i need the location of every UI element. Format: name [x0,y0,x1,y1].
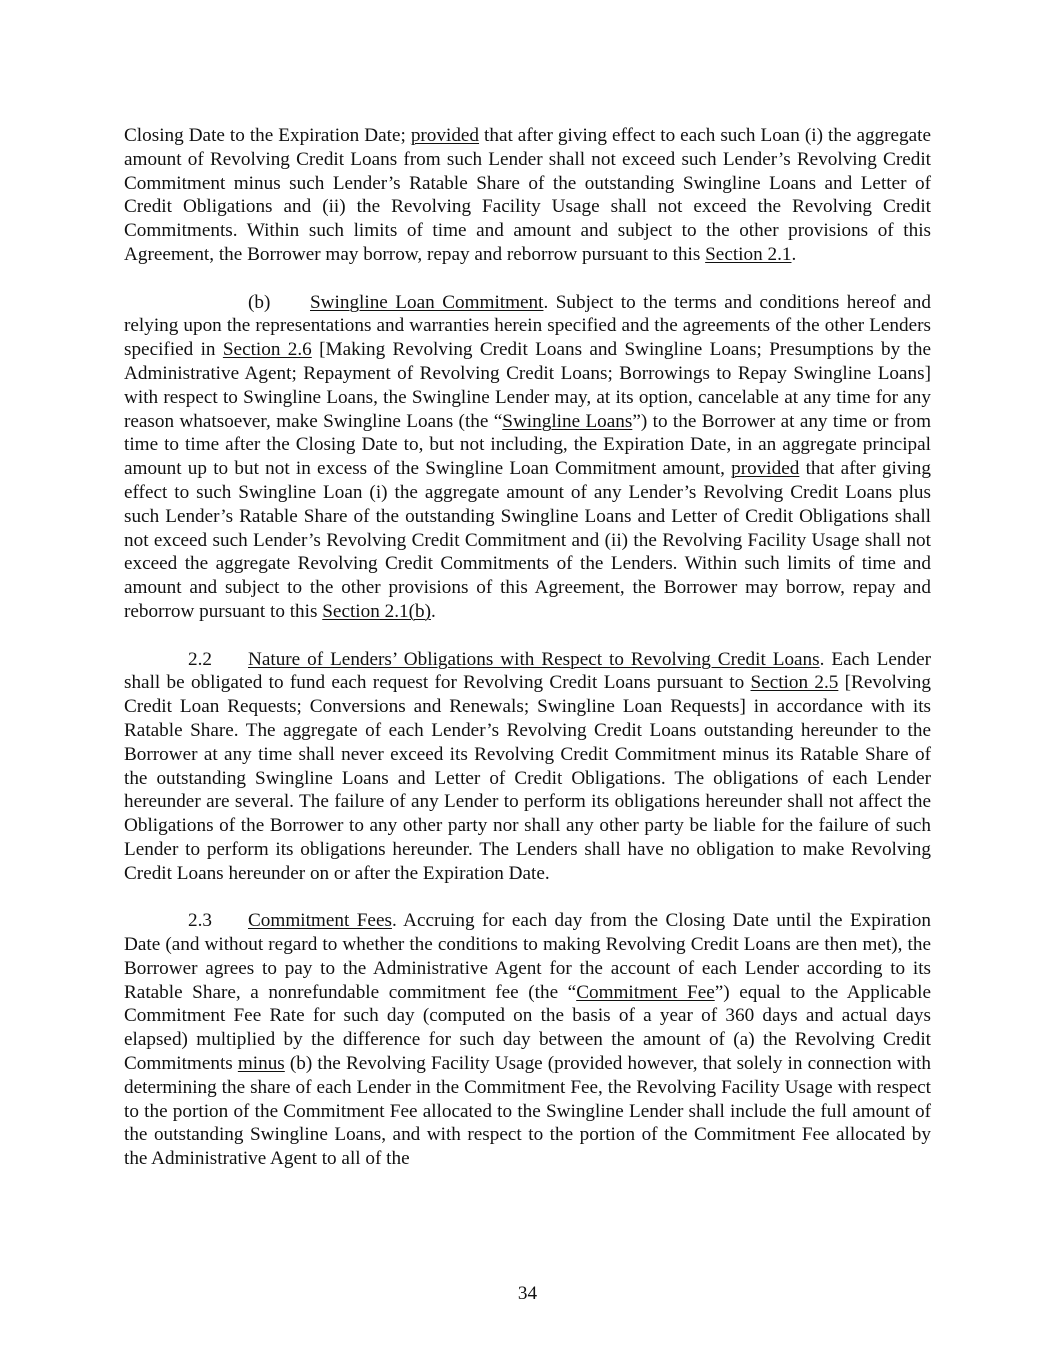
section-heading: Nature of Lenders’ Obligations with Respect to Revolving Credit Loans [248,648,820,670]
text-run: (b) the Revolving Facility Usage (provided however, that solely in connection with determining the share of each Lender in the Commitment Fee, the Revolving Facility Usage with respect to the portion of the Commitment Fee allocated to the Swingline Lender shall include the full amount of the outstanding Swingline Loans, and with respect to the portion of the Commitment Fee allocated by the Administrative Agent to all of the [124,1053,931,1170]
section-number: 2.2 [188,648,212,670]
subsection-label: (b) [248,291,271,313]
text-run: . [791,243,797,265]
paragraph-continuation [124,124,931,267]
text-run: Closing Date to the Expiration Date; [124,125,411,146]
section-reference: Section 2.6 [222,339,312,361]
defined-term: Commitment Fee [576,981,715,1003]
text-run: . [430,600,436,622]
text-run: [Revolving Credit Loan Requests; Conversions and Renewals; Swingline Loan Requests] in accordance with its Ratable Share. The aggregate of each Lender’s Revolving Credit Loans outstanding hereunder to the Borrower at any time shall never exceed its Revolving Credit Commitment minus its Ratable Share of the outstanding Swingline Loans and Letter of Credit Obligations. The obligations of each Lender hereunder are several. The failure of any Lender to perform its obligations hereunder shall not affect the Obligations of the Borrower to any other party nor shall any other party be liable for the failure of such Lender to perform its obligations hereunder. The Lenders shall have no obligation to make Revolving Credit Loans hereunder on or after the Expiration Date. [124,672,931,884]
document-body [124,124,931,1195]
text-run: ”) equal to the Applicable Commitment Fee Rate for such day (computed on the basis of a year of 360 days and actual days elapsed) multiplied by the difference for such day between the amount of (a) the Revolving Credit Commitments [124,981,931,1075]
paragraph-section-2-2 [124,648,931,886]
paragraph-section-2-1-b [124,291,931,624]
defined-term: Swingline Loans [502,410,633,432]
section-reference: Section 2.1 [705,243,792,265]
section-heading: Commitment Fees [248,910,392,932]
text-run: ”) to the Borrower at any time or from time to time after the Closing Date to, but not including, the Expiration Date, in an aggregate principal amount up to but not in excess of the Swingline Loan Commitment amount, [124,410,932,480]
page-number: 34 [517,1283,538,1304]
section-reference: Section 2.1(b) [322,600,431,622]
text-run: that after giving effect to such Swingline Loan (i) the aggregate amount of any Lender’s Revolving Credit Loans plus such Lender’s Ratable Share of the outstanding Swingline Loans and Letter of Credit Obligations shall not exceed such Lender’s Revolving Credit Commitment and (ii) the Revolving Facility Usage shall not exceed the aggregate Revolving Credit Commitments of the Lenders. Within such limits of time and amount and subject to the other provisions of this Agreement, the Borrower may borrow, repay and reborrow pursuant to this [124,458,931,622]
text-run: . Accruing for each day from the Closing Date until the Expiration Date (and without regard to whether the conditions to making Revolving Credit Loans are then met), the Borrower agrees to pay to the Administrative Agent for the account of each Lender according to its Ratable Share, a nonrefundable commitment fee (the “ [124,910,931,1003]
text-run: . Each Lender shall be obligated to fund each request for Revolving Credit Loans pursuant to [124,648,931,694]
section-reference: Section 2.5 [750,672,839,694]
paragraph-section-2-3 [124,909,931,1171]
minus-term: minus [237,1053,285,1075]
section-number: 2.3 [188,910,212,932]
text-run: that after giving effect to each such Loan (i) the aggregate amount of Revolving Credit Loans from such Lender shall not exceed such Lender’s Revolving Credit Commitment minus such Lender’s Ratable Share of the outstanding Swingline Loans and Letter of Credit Obligations and (ii) the Revolving Facility Usage shall not exceed the Revolving Credit Commitments. Within such limits of time and amount and subject to the other provisions of this Agreement, the Borrower may borrow, repay and reborrow pursuant to this [124,125,932,265]
provided-term: provided [731,458,800,480]
provided-term: provided [410,125,480,146]
text-run: [Making Revolving Credit Loans and Swingline Loans; Presumptions by the Administrative Agent; Repayment of Revolving Credit Loans; Borrowings to Repay Swingline Loans] with respect to Swingline Loans, the Swingline Lender may, at its option, cancelable at any time for any reason whatsoever, make Swingline Loans (the “ [124,339,931,432]
text-run: . Subject to the terms and conditions hereof and relying upon the representations and warranties herein specified and the agreements of the other Lenders specified in [124,291,931,361]
subsection-heading: Swingline Loan Commitment [310,291,544,313]
